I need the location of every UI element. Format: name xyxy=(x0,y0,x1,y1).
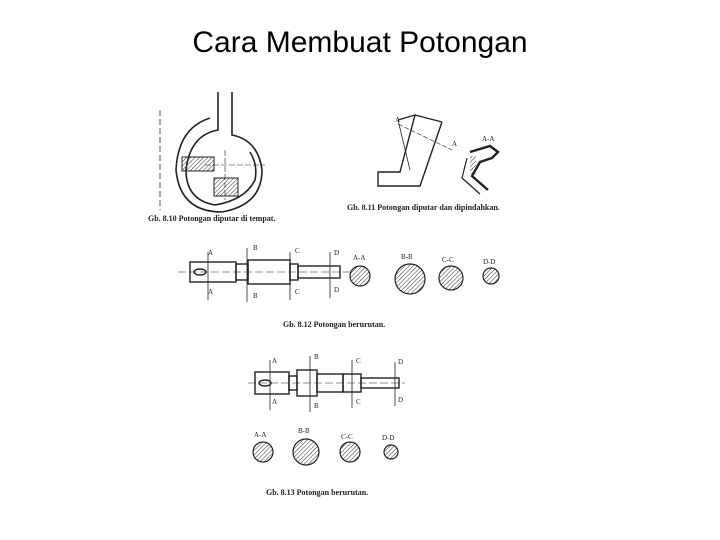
shaft1-label-b-top: B xyxy=(253,244,258,252)
figure-caption-8-12: Gb. 8.12 Potongan berurutan. xyxy=(283,320,386,329)
shaft1-label-d-top: D xyxy=(334,249,340,257)
section2-label-d-d: D-D xyxy=(382,434,395,442)
shaft1-label-a-top: A xyxy=(208,249,214,257)
shaft1-label-c-bottom: C xyxy=(295,288,300,296)
shaft2-label-b-bottom: B xyxy=(314,402,319,410)
hook-drawing xyxy=(160,92,265,212)
stepped-shaft-1 xyxy=(178,248,350,302)
shaft2-label-b-top: B xyxy=(314,353,319,361)
shaft1-label-b-bottom: B xyxy=(253,292,258,300)
shaft2-label-c-top: C xyxy=(356,357,361,365)
label-a-1: A xyxy=(395,116,401,124)
shaft1-label-a-bottom: A xyxy=(208,288,214,296)
shaft2-label-a-bottom: A xyxy=(272,398,278,406)
shaft1-label-d-bottom: D xyxy=(334,286,340,294)
bent-bar-drawing xyxy=(378,115,498,194)
shaft2-label-a-top: A xyxy=(272,357,278,365)
sections-row-1 xyxy=(350,264,499,294)
section-label-a-a: A-A xyxy=(353,254,366,262)
shaft2-label-c-bottom: C xyxy=(356,398,361,406)
sections-row-2 xyxy=(253,439,398,465)
shaft1-label-c-top: C xyxy=(295,247,300,255)
section2-label-a-a: A-A xyxy=(254,431,267,439)
shaft2-label-d-top: D xyxy=(398,358,404,366)
figure-caption-8-13: Gb. 8.13 Potongan berurutan. xyxy=(266,488,369,497)
label-a-a: A-A xyxy=(482,135,495,143)
figure-caption-8-11: Gb. 8.11 Potongan diputar dan dipindahkan. xyxy=(347,203,500,212)
section-label-d-d: D-D xyxy=(483,258,496,266)
shaft2-label-d-bottom: D xyxy=(398,396,404,404)
section-label-b-b: B-B xyxy=(401,253,413,261)
section-label-c-c: C-C xyxy=(442,256,454,264)
section2-label-c-c: C-C xyxy=(341,433,353,441)
figure-caption-8-10: Gb. 8.10 Potongan diputar di tempat. xyxy=(148,214,276,223)
label-a-2: A xyxy=(452,140,458,148)
section2-label-b-b: B-B xyxy=(298,427,310,435)
slide-title: Cara Membuat Potongan xyxy=(192,26,528,59)
